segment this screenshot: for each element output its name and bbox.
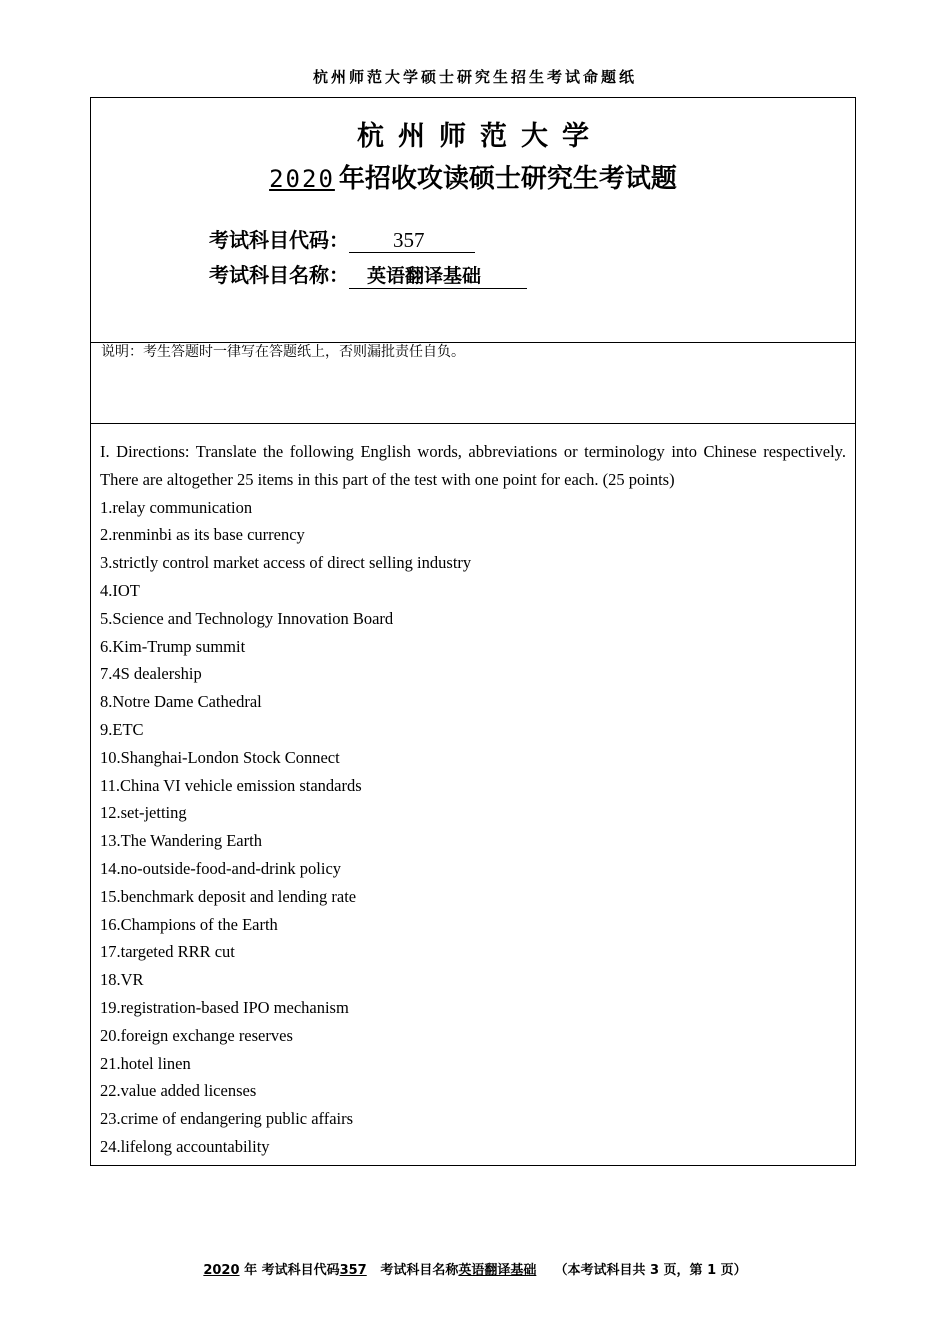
list-item: 1.relay communication bbox=[100, 497, 253, 517]
list-item: 10.Shanghai-London Stock Connect bbox=[100, 747, 340, 767]
list-item: 21.hotel linen bbox=[100, 1053, 191, 1073]
footer-year: 2020 bbox=[203, 1263, 240, 1278]
instructions-section bbox=[91, 343, 855, 424]
list-item: 7.4S dealership bbox=[100, 664, 202, 684]
questions-section bbox=[91, 424, 855, 1161]
footer-name-label: 考试科目名称 bbox=[380, 1263, 459, 1278]
page-header: 杭州师范大学硕士研究生招生考试命题纸 bbox=[312, 68, 637, 86]
list-item: 14.no-outside-food-and-drink policy bbox=[100, 858, 342, 878]
footer-page-count: （本考试科目共 3 页，第 1 页） bbox=[554, 1263, 747, 1278]
university-name: 杭州师范大学 bbox=[357, 121, 603, 152]
subject-code-row bbox=[209, 224, 475, 253]
list-item: 8.Notre Dame Cathedral bbox=[100, 692, 262, 712]
exam-paper-frame bbox=[90, 97, 856, 1166]
list-item: 9.ETC bbox=[100, 719, 144, 739]
list-item: 3.strictly control market access of direct selling industry bbox=[100, 553, 472, 573]
footer-year-suffix: 年 考试科目代码 bbox=[244, 1263, 340, 1278]
exam-title bbox=[91, 158, 855, 195]
list-item: 22.value added licenses bbox=[100, 1081, 257, 1101]
list-item: 17.targeted RRR cut bbox=[100, 942, 235, 962]
footer-code: 357 bbox=[339, 1263, 367, 1278]
exam-title-text: 年招收攻读硕士研究生考试题 bbox=[338, 164, 677, 194]
item-list bbox=[100, 494, 846, 1161]
page-footer bbox=[0, 1259, 950, 1278]
exam-year: 2020 bbox=[269, 165, 335, 193]
title-section bbox=[91, 98, 855, 343]
list-item: 4.IOT bbox=[100, 580, 140, 600]
list-item: 12.set-jetting bbox=[100, 803, 187, 823]
list-item: 6.Kim-Trump summit bbox=[100, 636, 246, 656]
subject-code-value: 357 bbox=[349, 228, 475, 253]
list-item: 18.VR bbox=[100, 970, 144, 990]
subject-name-row bbox=[209, 259, 527, 289]
instructions-text: 说明：考生答题时一律写在答题纸上，否则漏批责任自负。 bbox=[101, 344, 465, 360]
subject-code-label: 考试科目代码： bbox=[209, 228, 349, 252]
subject-name-value: 英语翻译基础 bbox=[349, 264, 527, 289]
directions-text: I. Directions: Translate the following English words, abbreviations or terminology into Chinese respectively. There are altogether 25 items in this part of the test with one point for each. (25 points) bbox=[100, 442, 846, 489]
footer-name: 英语翻译基础 bbox=[458, 1263, 537, 1278]
list-item: 20.foreign exchange reserves bbox=[100, 1025, 293, 1045]
subject-name-label: 考试科目名称： bbox=[209, 263, 349, 287]
list-item: 24.lifelong accountability bbox=[100, 1136, 270, 1156]
list-item: 2.renminbi as its base currency bbox=[100, 525, 305, 545]
list-item: 13.The Wandering Earth bbox=[100, 831, 262, 851]
list-item: 5.Science and Technology Innovation Board bbox=[100, 608, 394, 628]
list-item: 23.crime of endangering public affairs bbox=[100, 1109, 354, 1129]
list-item: 16.Champions of the Earth bbox=[100, 914, 278, 934]
list-item: 15.benchmark deposit and lending rate bbox=[100, 886, 357, 906]
list-item: 19.registration-based IPO mechanism bbox=[100, 997, 349, 1017]
list-item: 11.China VI vehicle emission standards bbox=[100, 775, 362, 795]
